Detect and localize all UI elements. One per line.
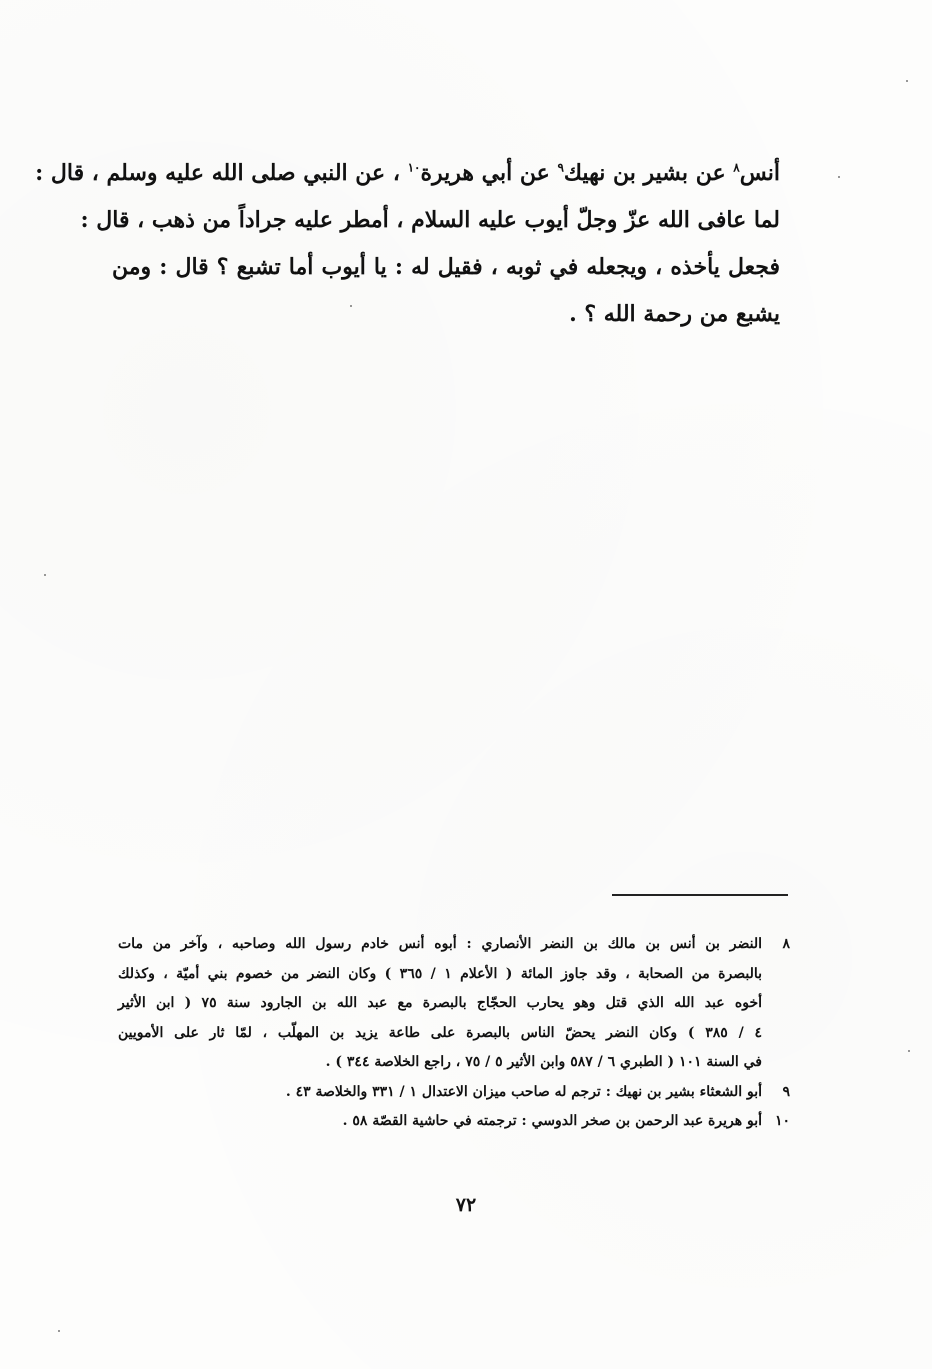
main-text-line-3: فجعل يأخذه ، ويجعله في ثوبه ، فقيل له : يا أيوب أما تشبع ؟ قال : ومن bbox=[112, 254, 780, 280]
main-text-line-4: يشبع من رحمة الله ؟ . bbox=[569, 301, 780, 327]
scan-speck bbox=[838, 176, 840, 178]
footnote-line: بالبصرة من الصحابة ، وقد جاوز المائة ( الأعلام ١ / ٣٦٥ ) وكان النضر من خصوم بني أميّة ، وكذلك bbox=[118, 965, 762, 982]
footnote-line: أبو هريرة عبد الرحمن بن صخر الدوسي : ترجمته في حاشية القصّة ٥٨ . bbox=[342, 1113, 762, 1129]
footnote-number: ٩ bbox=[782, 1083, 790, 1100]
main-text-block bbox=[35, 150, 780, 338]
footnote-line: ٤ / ٣٨٥ ) وكان النضر يحضّ الناس بالبصرة على طاعة يزيد بن المهلّب ، لمّا ثار على الأمويين bbox=[118, 1024, 762, 1041]
footnote-10 bbox=[118, 1107, 790, 1137]
text-segment: ، عن النبي صلى الله عليه وسلم ، قال : bbox=[35, 160, 408, 186]
footnote-number: ٨ bbox=[782, 936, 790, 952]
footnote-line: النضر بن أنس بن مالك بن النضر الأنصاري : أبوه أنس خادم رسول الله وصاحبه ، وآخر من مات bbox=[118, 936, 762, 952]
scan-speck bbox=[906, 80, 908, 82]
scan-speck bbox=[908, 1050, 910, 1052]
main-text-line-1 bbox=[35, 150, 780, 197]
text-segment: عن أبي هريرة bbox=[420, 160, 558, 186]
scan-speck bbox=[44, 574, 46, 576]
text-segment: أنس bbox=[739, 160, 780, 186]
footnote-line: أبو الشعثاء بشير بن نهيك : ترجم له صاحب ميزان الاعتدال ١ / ٣٣١ والخلاصة ٤٣ . bbox=[285, 1083, 762, 1100]
footnotes-block bbox=[118, 930, 790, 1137]
footnote-ref-10: ١٠ bbox=[407, 160, 421, 175]
footnote-number: ١٠ bbox=[774, 1113, 790, 1129]
footnote-ref-8: ٨ bbox=[733, 160, 740, 175]
text-segment: عن بشير بن نهيك bbox=[563, 160, 734, 186]
main-text-line-2: لما عافى الله عزّ وجلّ أيوب عليه السلام ، أمطر عليه جراداً من ذهب ، قال : bbox=[80, 207, 780, 233]
footnote-ref-9: ٩ bbox=[557, 160, 564, 175]
scan-speck bbox=[350, 305, 352, 307]
footnote-8 bbox=[118, 930, 790, 1078]
scan-speck bbox=[58, 1330, 60, 1332]
footnote-line: أخوه عبد الله الذي قتل وهو يحارب الحجّاج بالبصرة مع عبد الله بن الجارود سنة ٧٥ ( ابن الأثير bbox=[118, 995, 762, 1011]
page-number: ٧٢ bbox=[455, 1194, 477, 1216]
footnote-divider bbox=[612, 894, 788, 896]
footnote-line: في السنة ١٠١ ( الطبري ٦ / ٥٨٧ وابن الأثير ٥ / ٧٥ ، راجع الخلاصة ٣٤٤ ) . bbox=[325, 1054, 762, 1070]
footnote-9 bbox=[118, 1078, 790, 1108]
